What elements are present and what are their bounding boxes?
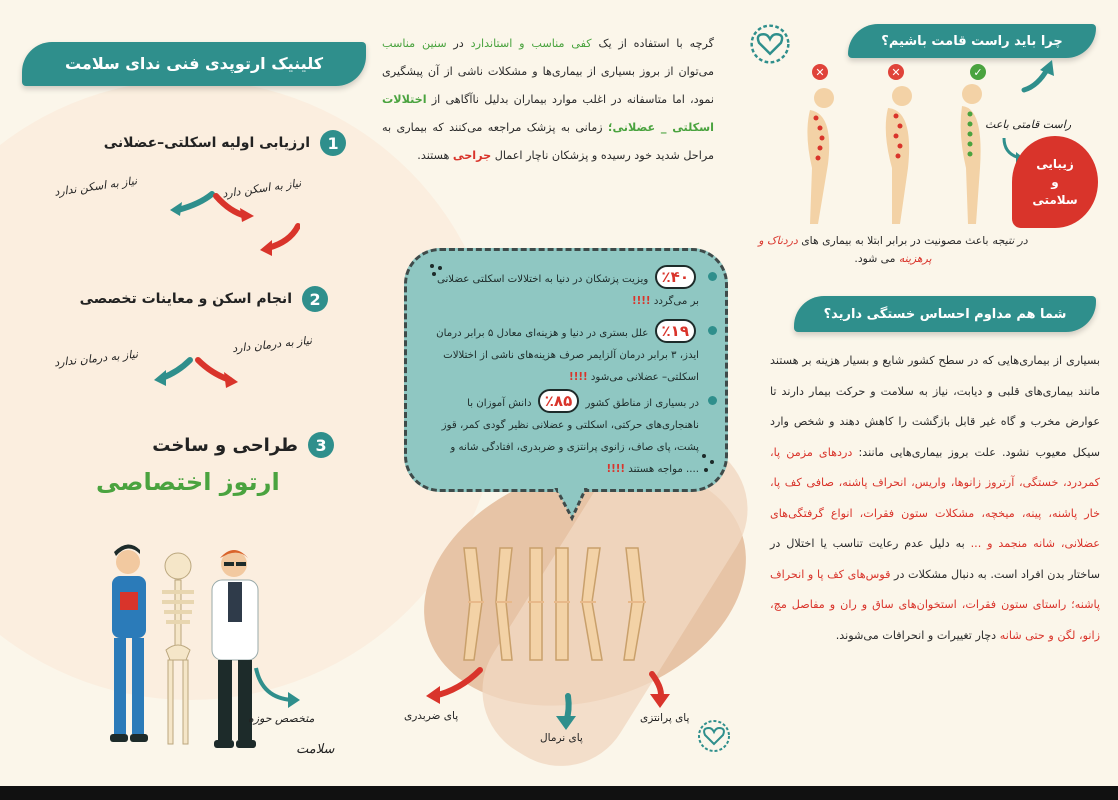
leg-caption-normal: پای نرمال — [540, 732, 583, 744]
specialist-caption: متخصص حوزه — [248, 712, 315, 725]
result-text: باعث مصونیت در برابر ابتلا به بیماری های — [801, 234, 989, 247]
stat-text: در بسیاری از مناطق کشور — [585, 398, 699, 409]
intro-text: گرچه با استفاده از یک — [598, 37, 714, 50]
intro-text: هستند. — [417, 149, 450, 162]
step-number: 1 — [320, 130, 346, 156]
up-arrow-icon — [1018, 56, 1058, 96]
badge-text: زیبایی — [1036, 157, 1074, 171]
intro-highlight: اختلالات اسکلتی _ عضلانی؛ — [382, 93, 715, 134]
body-text: بسیاری از بیماری‌هایی که در سطح کشور شایع و بسیار هزینه بر هستند مانند بیماری‌های قلبی و دیابت، نیاز به سلامت و حرکت بیمار دارند تا عوارض مخرب و گاه غیر قابل بازگشت را کاهش دهند و شخص وارد سیکل معیوب نشود. علت بروز بیماری‌هایی مانند: — [770, 354, 1100, 459]
stat-percent: ٪۸۵ — [538, 389, 579, 413]
intro-highlight: سنین مناسب — [382, 37, 447, 50]
stat-percent: ٪۴۰ — [655, 265, 696, 289]
step-number: 2 — [302, 286, 328, 312]
branch-needs-scan: نیاز به اسکن دارد — [221, 176, 302, 201]
branch-no-treatment: نیاز به درمان ندارد — [53, 347, 139, 370]
wrong-posture-icon: ✕ — [812, 64, 828, 80]
bullet-icon — [708, 272, 717, 281]
clinic-title: کلینیک ارتوپدی فنی ندای سلامت — [22, 42, 366, 86]
step-2 — [80, 286, 328, 312]
why-upright-title: چرا باید راست قامت باشیم؟ — [848, 24, 1096, 58]
posture-figures-icon — [788, 84, 1008, 234]
step-number: 3 — [308, 432, 334, 458]
leg-caption-bow: پای پرانتزی — [640, 712, 690, 724]
body-highlight: قوس‌های کف پا و انحراف پاشنه؛ راستای ستون فقرات، استخوان‌های ساق و ران و مفاصل مچ، زانو، لگن و حتی شانه — [770, 567, 1100, 642]
intro-text: در — [453, 37, 464, 50]
bubble-tail-icon — [552, 488, 592, 522]
brand-heart-logo-icon — [696, 718, 732, 754]
legs-arrows-icon — [420, 660, 710, 740]
stat-text: دانش آموزان با ناهنجاری‌های حرکتی، اسکلتی و عضلانی نظیر گودی کمر، قوز پشت، پای صاف، زانوی پرانتزی و ضربدری، افتادگی شانه و .... مواجه هستند — [441, 398, 699, 475]
doctor-patient-illustration-icon — [100, 540, 290, 760]
branch-no-scan: نیاز به اسکن ندارد — [53, 174, 138, 199]
result-text: در نتیجه — [991, 234, 1028, 247]
fatigue-paragraph — [770, 346, 1100, 651]
posture-label: راست قامتی باعث — [985, 118, 1072, 131]
specialist-caption-health: سلامت — [296, 742, 335, 757]
bullet-icon — [708, 396, 717, 405]
decor-dots-icon — [428, 262, 448, 282]
stat-exclamation: !!!! — [569, 372, 588, 383]
branch-arrows-icon — [150, 186, 300, 266]
correct-posture-icon: ✓ — [970, 64, 986, 80]
step-3 — [152, 432, 334, 458]
intro-highlight: جراحی — [452, 149, 492, 162]
body-text: به دلیل عدم رعایت تناسب یا اختلال در ساختار بدن افراد است. به دنبال مشکلات در — [770, 537, 1100, 581]
branch-arrows-icon — [150, 350, 250, 400]
statistics-bubble — [404, 248, 728, 492]
step-label: ارزیابی اولیه اسکلتی–عضلانی — [103, 135, 310, 151]
legs-illustration-icon — [456, 542, 656, 672]
intro-paragraph — [382, 30, 714, 170]
stat-text: ویزیت پزشکان در دنیا به اختلالات اسکلتی عضلانی بر می‌گردد — [436, 274, 699, 307]
result-paragraph — [748, 232, 1038, 268]
result-highlight: دردناک و پرهزینه — [758, 234, 932, 265]
stat-text: علل بستری در دنیا و هزینه‌ای معادل ۵ برابر درمان ایدز، ۳ برابر درمان آلزایمر صرف هزینه‌های ناشی از اختلالات اسکلتی– عضلانی می‌شود — [436, 328, 699, 383]
stat-percent: ٪۱۹ — [655, 319, 696, 343]
branch-needs-treatment: نیاز به درمان دارد — [231, 333, 313, 356]
body-text: دچار تغییرات و انحرافات می‌شوند. — [835, 628, 997, 642]
badge-text: سلامتی — [1032, 193, 1078, 207]
wrong-posture-icon: ✕ — [888, 64, 904, 80]
intro-text: می‌توان از بروز بسیاری از بیماری‌ها و مشکلات ناشی از آن پیشگیری نمود، اما متاسفانه در اغلب موارد بیماران بدلیل ناآگاهی از — [382, 65, 714, 106]
stat-item — [435, 265, 725, 313]
step-1 — [104, 130, 346, 156]
beauty-health-badge — [1012, 136, 1098, 228]
stat-item — [435, 389, 725, 481]
stat-exclamation: !!!! — [631, 296, 651, 307]
bottom-edge-bar — [0, 786, 1118, 800]
decor-dots-icon — [700, 452, 720, 476]
brand-heart-logo-icon — [748, 22, 792, 66]
badge-text: و — [1051, 175, 1059, 189]
stat-exclamation: !!!! — [606, 464, 626, 475]
step-label: طراحی و ساخت — [152, 434, 298, 456]
specialist-arrow-icon — [252, 664, 312, 714]
step-label: انجام اسکن و معاینات تخصصی — [79, 291, 292, 307]
leg-caption-knock: پای ضربدری — [404, 710, 459, 722]
intro-highlight: کفی مناسب و استاندارد — [470, 37, 592, 50]
bullet-icon — [708, 326, 717, 335]
result-text: می شود. — [854, 252, 896, 265]
fatigue-title: شما هم مداوم احساس خستگی دارید؟ — [794, 296, 1096, 332]
custom-orthosis-title: ارتوز اختصاصی — [96, 468, 280, 496]
body-highlight: دردهای مزمن پا، کمردرد، خستگی، آرتروز زانوها، واریس، انحراف پاشنه، صافی کف پا، خار پاشنه، پینه، میخچه، مشکلات ستون فقرات، انواع گرفتگی‌های عضلانی، شانه منجمد و ... — [770, 445, 1100, 550]
stat-item — [435, 319, 725, 389]
intro-text: زمانی به پزشک مراجعه می‌کنند که بیماری به مراحل شدید خود رسیده و پزشکان ناچار اعمال — [382, 121, 714, 162]
